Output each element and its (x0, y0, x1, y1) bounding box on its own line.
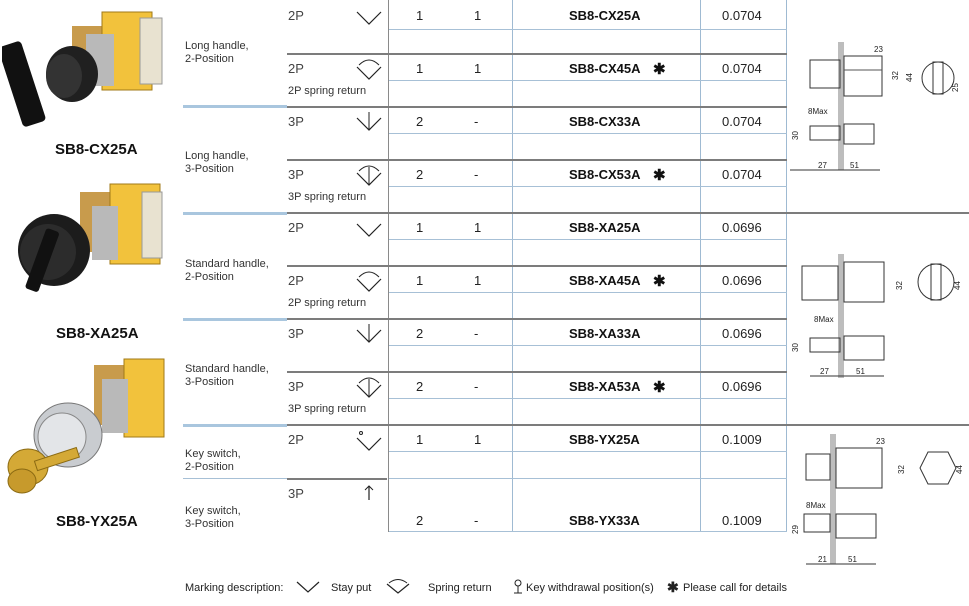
row-midline (389, 133, 787, 134)
group-separator (183, 318, 287, 321)
row-midline (389, 531, 787, 532)
stay-put-label: Stay put (331, 582, 372, 594)
svg-text:32: 32 (891, 71, 900, 80)
contact-nc: 1 (474, 432, 482, 447)
svg-text:8Max: 8Max (806, 501, 826, 510)
weight-value: 0.1009 (722, 513, 762, 528)
contact-nc: 1 (474, 220, 482, 235)
model-number: SB8-YX33A (569, 513, 640, 528)
dimension-drawing-key-switch (790, 432, 965, 572)
model-number: SB8-CX45A (569, 61, 641, 76)
spring-return-note: 2P spring return (288, 297, 367, 309)
row-rule (287, 53, 787, 55)
row-rule (287, 212, 969, 214)
row-rule (287, 159, 787, 161)
product-image-standard-handle (2, 178, 172, 310)
row-separator (183, 478, 287, 479)
contact-no: 1 (416, 432, 424, 447)
row-rule (287, 106, 787, 108)
svg-text:51: 51 (850, 161, 859, 170)
type-description: Key switch, 3-Position (185, 505, 241, 530)
star-icon: ✱ (667, 579, 679, 595)
key-withdrawal-icon (512, 579, 524, 595)
svg-text:30: 30 (791, 343, 800, 352)
group-separator (183, 105, 287, 108)
contact-nc: - (474, 379, 479, 394)
row-midline (389, 239, 787, 240)
spring-return-label: Spring return (428, 582, 492, 594)
contact-no: 1 (416, 8, 424, 23)
dimension-drawing-long-handle (790, 40, 965, 180)
row-midline (389, 451, 787, 452)
product-image-key-switch (2, 355, 172, 505)
row-midline (389, 292, 787, 293)
weight-value: 0.0704 (722, 8, 762, 23)
contact-no: 1 (416, 61, 424, 76)
svg-text:23: 23 (876, 437, 885, 446)
row-midline (389, 80, 787, 81)
marking-description-label: Marking description: (185, 582, 284, 594)
svg-text:44: 44 (955, 465, 964, 474)
stay-put-icon (296, 580, 320, 594)
contact-nc: 1 (474, 61, 482, 76)
position-count: 3P (288, 326, 304, 341)
please-call-star: ✱ (653, 379, 666, 396)
please-call-star: ✱ (653, 167, 666, 184)
position-count: 3P (288, 486, 304, 501)
svg-text:23: 23 (874, 45, 883, 54)
position-count: 3P (288, 379, 304, 394)
weight-value: 0.0696 (722, 273, 762, 288)
model-number: SB8-XA25A (569, 220, 641, 235)
spring-return-note: 3P spring return (288, 191, 367, 203)
spring-return-note: 3P spring return (288, 403, 367, 415)
contact-nc: 1 (474, 8, 482, 23)
spring-return-icon (355, 163, 383, 187)
position-count: 3P (288, 167, 304, 182)
type-description: Long handle, 3-Position (185, 150, 249, 175)
row-midline (389, 29, 787, 30)
contact-no: 2 (416, 326, 424, 341)
model-number: SB8-YX25A (569, 432, 640, 447)
row-midline (389, 478, 787, 479)
type-description: Key switch, 2-Position (185, 448, 241, 473)
row-midline (389, 345, 787, 346)
type-description: Standard handle, 3-Position (185, 363, 269, 388)
key-icon (355, 428, 383, 452)
svg-text:8Max: 8Max (814, 315, 834, 324)
position-count: 2P (288, 273, 304, 288)
svg-text:27: 27 (820, 367, 829, 376)
svg-text:51: 51 (856, 367, 865, 376)
please-call-star: ✱ (653, 61, 666, 78)
weight-value: 0.0704 (722, 114, 762, 129)
contact-no: 2 (416, 114, 424, 129)
weight-value: 0.0704 (722, 61, 762, 76)
position-count: 2P (288, 432, 304, 447)
model-number: SB8-CX25A (569, 8, 641, 23)
contact-nc: - (474, 114, 479, 129)
model-number: SB8-XA45A (569, 273, 641, 288)
contact-nc: 1 (474, 273, 482, 288)
weight-value: 0.0696 (722, 326, 762, 341)
svg-text:44: 44 (953, 281, 962, 290)
svg-text:32: 32 (897, 465, 906, 474)
svg-text:29: 29 (791, 525, 800, 534)
spring-return-note: 2P spring return (288, 85, 367, 97)
row-rule (287, 371, 787, 373)
position-count: 3P (288, 114, 304, 129)
contact-nc: - (474, 513, 479, 528)
stay-put-icon (355, 216, 383, 240)
dimension-drawing-standard-handle (790, 252, 965, 382)
row-rule (287, 265, 787, 267)
row-rule (287, 478, 387, 480)
contact-no: 2 (416, 513, 424, 528)
model-number: SB8-XA33A (569, 326, 641, 341)
key-icon (355, 482, 383, 506)
group-separator (183, 212, 287, 215)
position-count: 2P (288, 61, 304, 76)
stay-put-icon (355, 4, 383, 28)
product-caption: SB8-CX25A (55, 141, 138, 158)
contact-no: 1 (416, 273, 424, 288)
spring-return-icon (355, 375, 383, 399)
svg-text:44: 44 (905, 73, 914, 82)
model-number: SB8-XA53A (569, 379, 641, 394)
contact-no: 1 (416, 220, 424, 235)
svg-text:25: 25 (951, 83, 960, 92)
svg-text:30: 30 (791, 131, 800, 140)
spring-return-icon (386, 578, 410, 594)
weight-value: 0.0704 (722, 167, 762, 182)
svg-text:51: 51 (848, 555, 857, 564)
please-call-label: Please call for details (683, 582, 787, 594)
product-caption: SB8-YX25A (56, 513, 138, 530)
type-description: Long handle, 2-Position (185, 40, 249, 65)
weight-value: 0.0696 (722, 220, 762, 235)
contact-nc: - (474, 326, 479, 341)
weight-value: 0.0696 (722, 379, 762, 394)
group-separator (183, 424, 287, 427)
product-caption: SB8-XA25A (56, 325, 139, 342)
svg-text:27: 27 (818, 161, 827, 170)
row-midline (389, 186, 787, 187)
contact-nc: - (474, 167, 479, 182)
svg-text:21: 21 (818, 555, 827, 564)
model-number: SB8-CX33A (569, 114, 641, 129)
position-count: 2P (288, 8, 304, 23)
stay-put-icon (355, 322, 383, 346)
svg-text:8Max: 8Max (808, 107, 828, 116)
spring-return-icon (355, 57, 383, 81)
stay-put-icon (355, 110, 383, 134)
position-count: 2P (288, 220, 304, 235)
weight-value: 0.1009 (722, 432, 762, 447)
row-rule (287, 424, 969, 426)
product-image-long-handle (2, 4, 172, 136)
contact-no: 2 (416, 167, 424, 182)
type-description: Standard handle, 2-Position (185, 258, 269, 283)
please-call-star: ✱ (653, 273, 666, 290)
svg-text:32: 32 (895, 281, 904, 290)
key-withdrawal-label: Key withdrawal position(s) (526, 582, 654, 594)
contact-no: 2 (416, 379, 424, 394)
row-midline (389, 398, 787, 399)
spring-return-icon (355, 269, 383, 293)
model-number: SB8-CX53A (569, 167, 641, 182)
row-rule (287, 318, 787, 320)
